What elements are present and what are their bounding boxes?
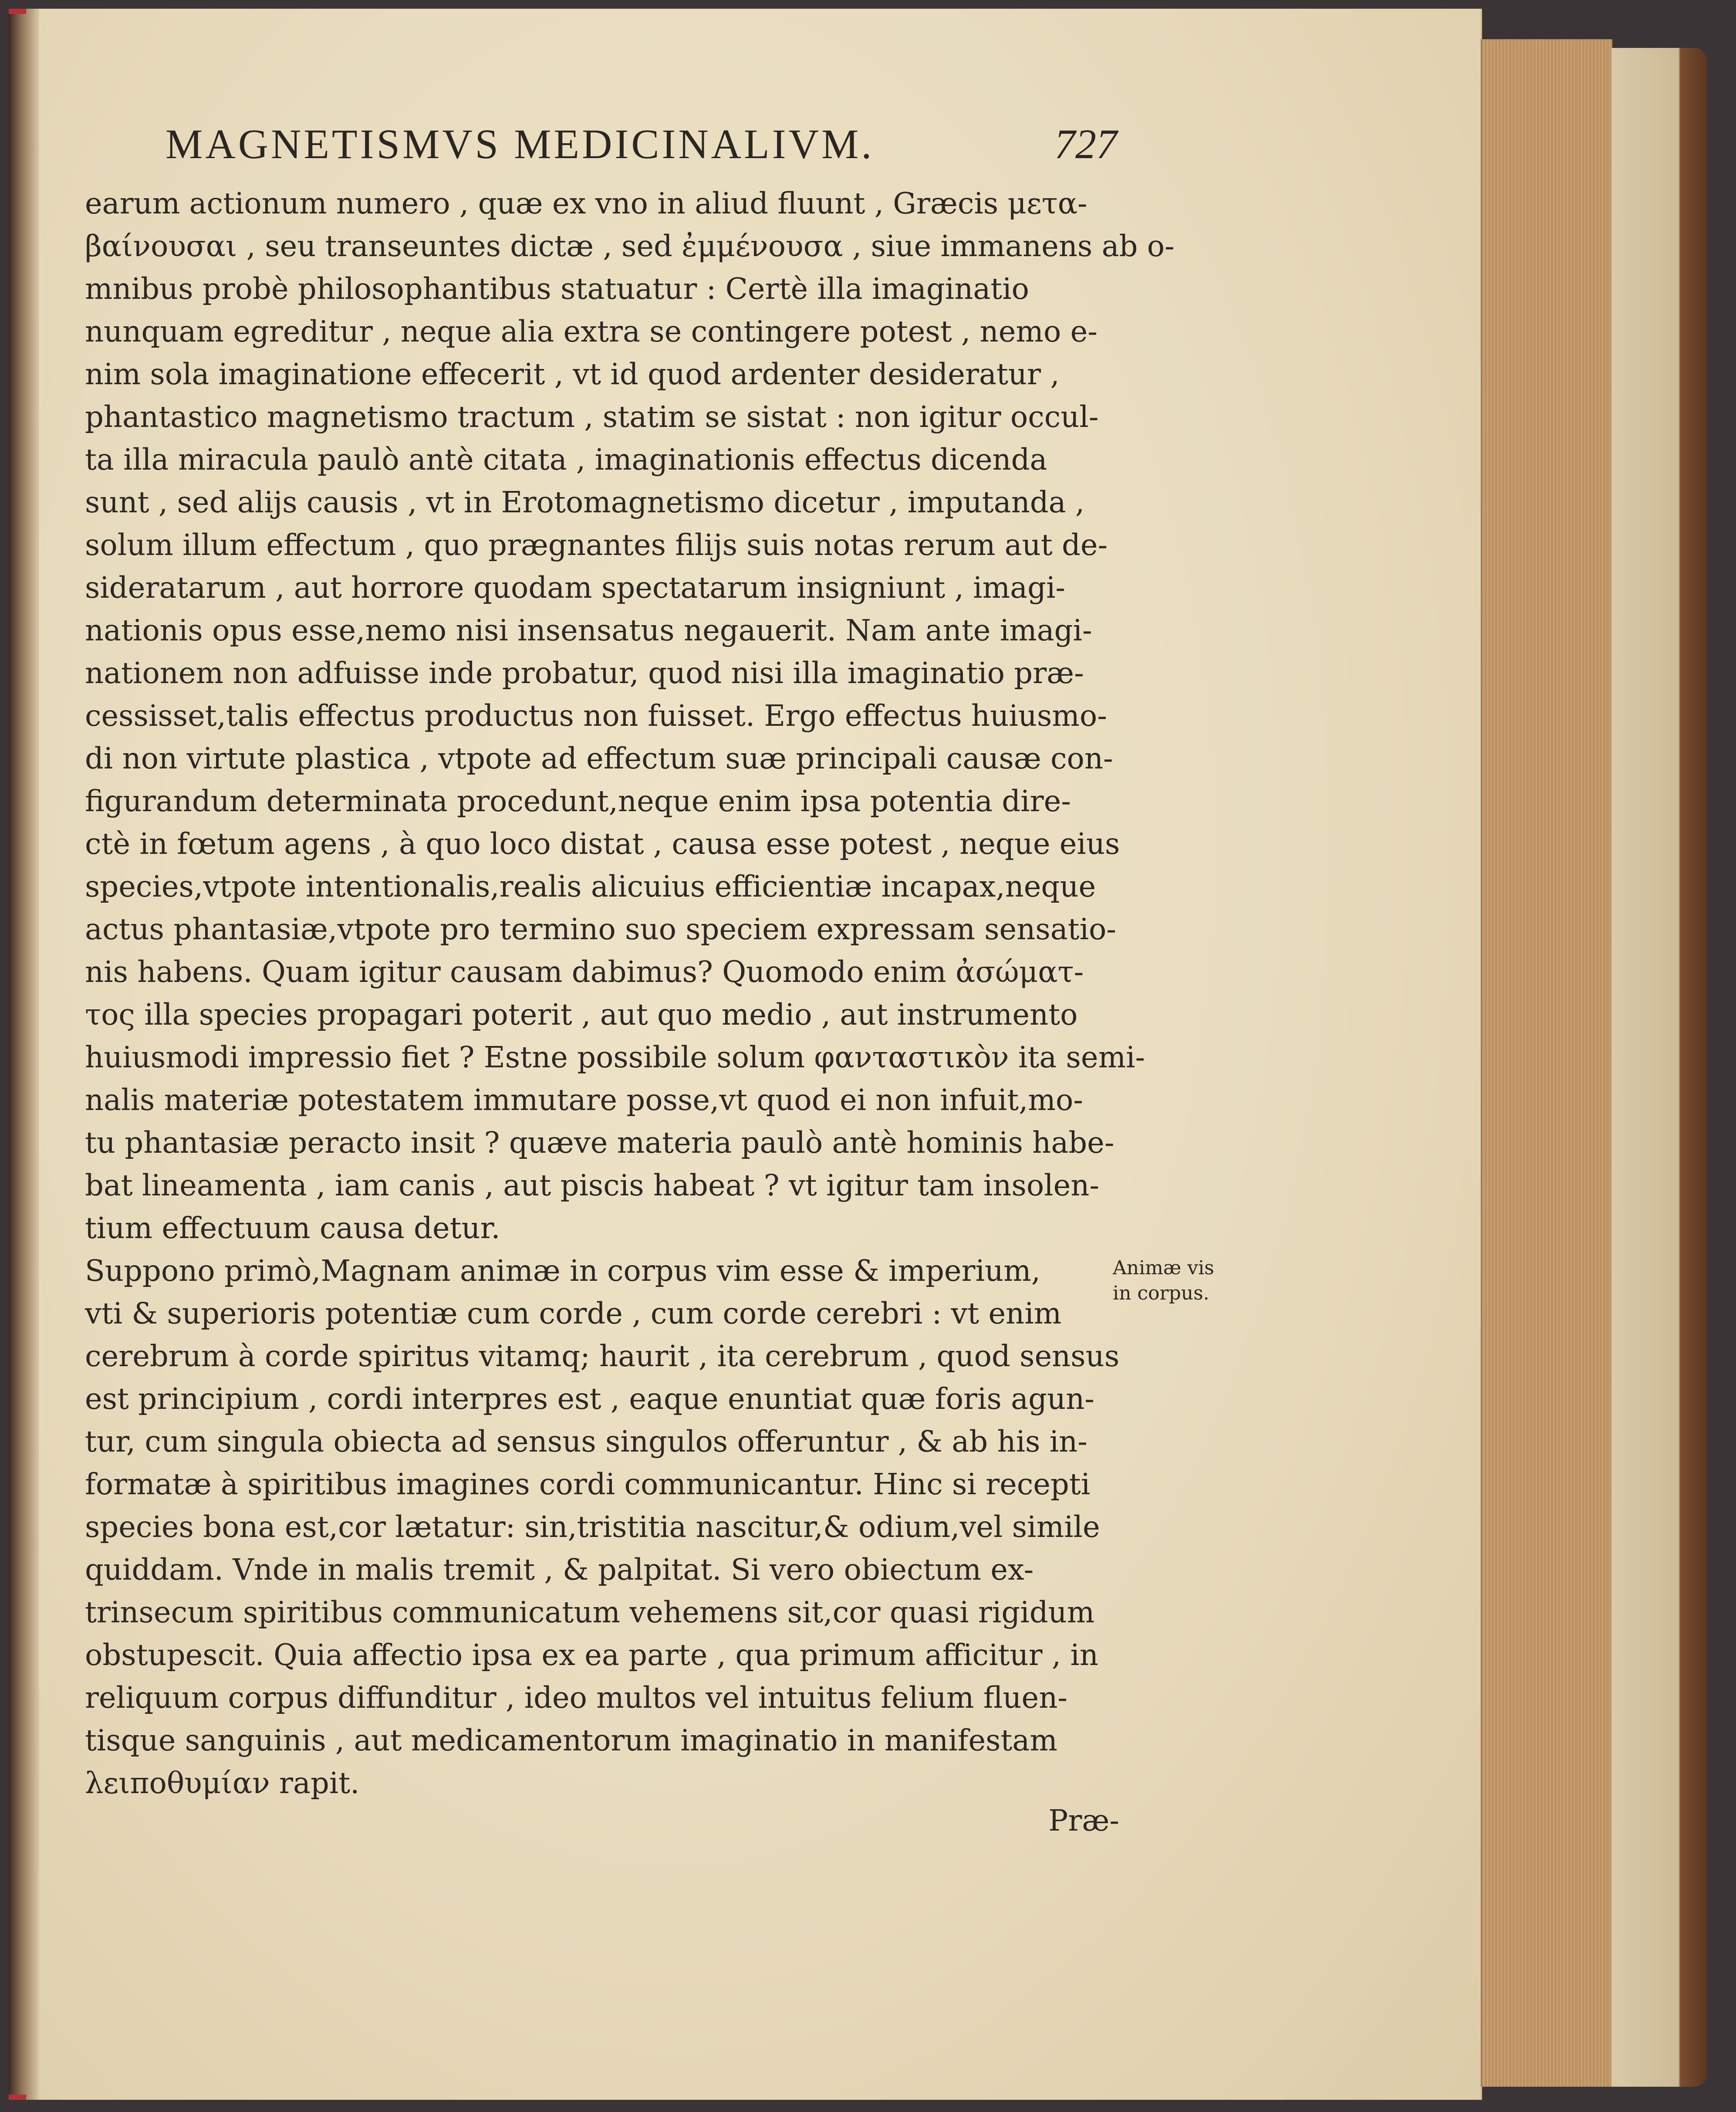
book-page <box>9 9 1482 2100</box>
text-line: figurandum determinata procedunt,neque enim ipsa potentia dire- <box>85 784 1071 818</box>
book-cover-board <box>1611 48 1707 2087</box>
marginal-note-line: in corpus. <box>1113 1282 1209 1304</box>
text-line: formatæ à spiritibus imagines cordi communicantur. Hinc si recepti <box>85 1467 1091 1501</box>
text-line: reliquum corpus diffunditur , ideo multos vel intuitus felium fluen- <box>85 1681 1067 1715</box>
text-line: cessisset,talis effectus productus non fuisset. Ergo effectus huiusmo- <box>85 699 1107 733</box>
text-line: di non virtute plastica , vtpote ad effectum suæ principali causæ con- <box>85 741 1113 775</box>
text-line: obstupescit. Quia affectio ipsa ex ea parte , qua primum afficitur , in <box>85 1638 1099 1672</box>
text-line: tisque sanguinis , aut medicamentorum imaginatio in manifestam <box>85 1723 1057 1757</box>
text-line: est principium , cordi interpres est , eaque enuntiat quæ foris agun- <box>85 1382 1094 1416</box>
text-line: vti & superioris potentiæ cum corde , cum corde cerebri : vt enim <box>85 1296 1062 1330</box>
red-page-edge-top <box>9 9 26 14</box>
text-line: mnibus probè philosophantibus statuatur : Certè illa imaginatio <box>85 272 1029 306</box>
text-line: nunquam egreditur , neque alia extra se contingere potest , nemo e- <box>85 315 1098 349</box>
text-line: species,vtpote intentionalis,realis alicuius efficientiæ incapax,neque <box>85 870 1096 904</box>
text-line: λειποθυμίαν rapit. <box>85 1766 360 1800</box>
text-line: bat lineamenta , iam canis , aut piscis habeat ? vt igitur tam insolen- <box>85 1168 1100 1202</box>
text-line: ta illa miracula paulò antè citata , imaginationis effectus dicenda <box>85 443 1047 477</box>
text-line: nationem non adfuisse inde probatur, quod nisi illa imaginatio præ- <box>85 656 1084 690</box>
text-line: tu phantasiæ peracto insit ? quæve materia paulò antè hominis habe- <box>85 1126 1115 1160</box>
text-line: solum illum effectum , quo prægnantes filijs suis notas rerum aut de- <box>85 528 1108 562</box>
text-line: huiusmodi impressio fiet ? Estne possibile solum φανταστικὸν ita semi- <box>85 1040 1145 1074</box>
text-line: βαίνουσαι , seu transeuntes dictæ , sed ἐμμένουσα , siue immanens ab o- <box>85 229 1175 263</box>
text-line: tium effectuum causa detur. <box>85 1211 500 1245</box>
text-line: τος illa species propagari poterit , aut quo medio , aut instrumento <box>85 998 1078 1032</box>
text-line: earum actionum numero , quæ ex vno in aliud fluunt , Græcis μετα- <box>85 186 1088 220</box>
text-line: nalis materiæ potestatem immutare posse,vt quod ei non infuit,mo- <box>85 1083 1083 1117</box>
page-gutter <box>9 9 39 2100</box>
red-page-edge-bottom <box>9 2095 26 2100</box>
text-line: Suppono primò,Magnam animæ in corpus vim esse & imperium, <box>85 1254 1040 1288</box>
text-line: cerebrum à corde spiritus vitamq; haurit , ita cerebrum , quod sensus <box>85 1339 1120 1373</box>
text-line: ctè in fœtum agens , à quo loco distat , causa esse potest , neque eius <box>85 827 1120 861</box>
text-line: nim sola imaginatione effecerit , vt id quod ardenter desideratur , <box>85 357 1060 391</box>
marginal-note <box>1113 1256 1270 1306</box>
text-line: quiddam. Vnde in malis tremit , & palpitat. Si vero obiectum ex- <box>85 1553 1034 1587</box>
catchword: Præ- <box>1048 1804 1119 1838</box>
text-line: phantastico magnetismo tractum , statim se sistat : non igitur occul- <box>85 400 1099 434</box>
text-line: actus phantasiæ,vtpote pro termino suo speciem expressam sensatio- <box>85 912 1116 946</box>
text-line: nationis opus esse,nemo nisi insensatus negauerit. Nam ante imagi- <box>85 613 1092 647</box>
text-line: nis habens. Quam igitur causam dabimus? Quomodo enim ἀσώματ- <box>85 955 1084 989</box>
running-title: MAGNETISMVS MEDICINALIVM. <box>165 121 875 167</box>
text-line: species bona est,cor lætatur: sin,tristitia nascitur,& odium,vel simile <box>85 1510 1100 1544</box>
marginal-note-line: Animæ vis <box>1113 1257 1214 1279</box>
page-number: 727 <box>1054 121 1117 167</box>
page-block-edge <box>1481 39 1612 2087</box>
text-line: sunt , sed alijs causis , vt in Erotomagnetismo dicetur , imputanda , <box>85 485 1085 519</box>
text-line: tur, cum singula obiecta ad sensus singulos offeruntur , & ab his in- <box>85 1425 1088 1459</box>
text-line: trinsecum spiritibus communicatum vehemens sit,cor quasi rigidum <box>85 1595 1095 1629</box>
text-line: sideratarum , aut horrore quodam spectatarum insigniunt , imagi- <box>85 571 1066 605</box>
